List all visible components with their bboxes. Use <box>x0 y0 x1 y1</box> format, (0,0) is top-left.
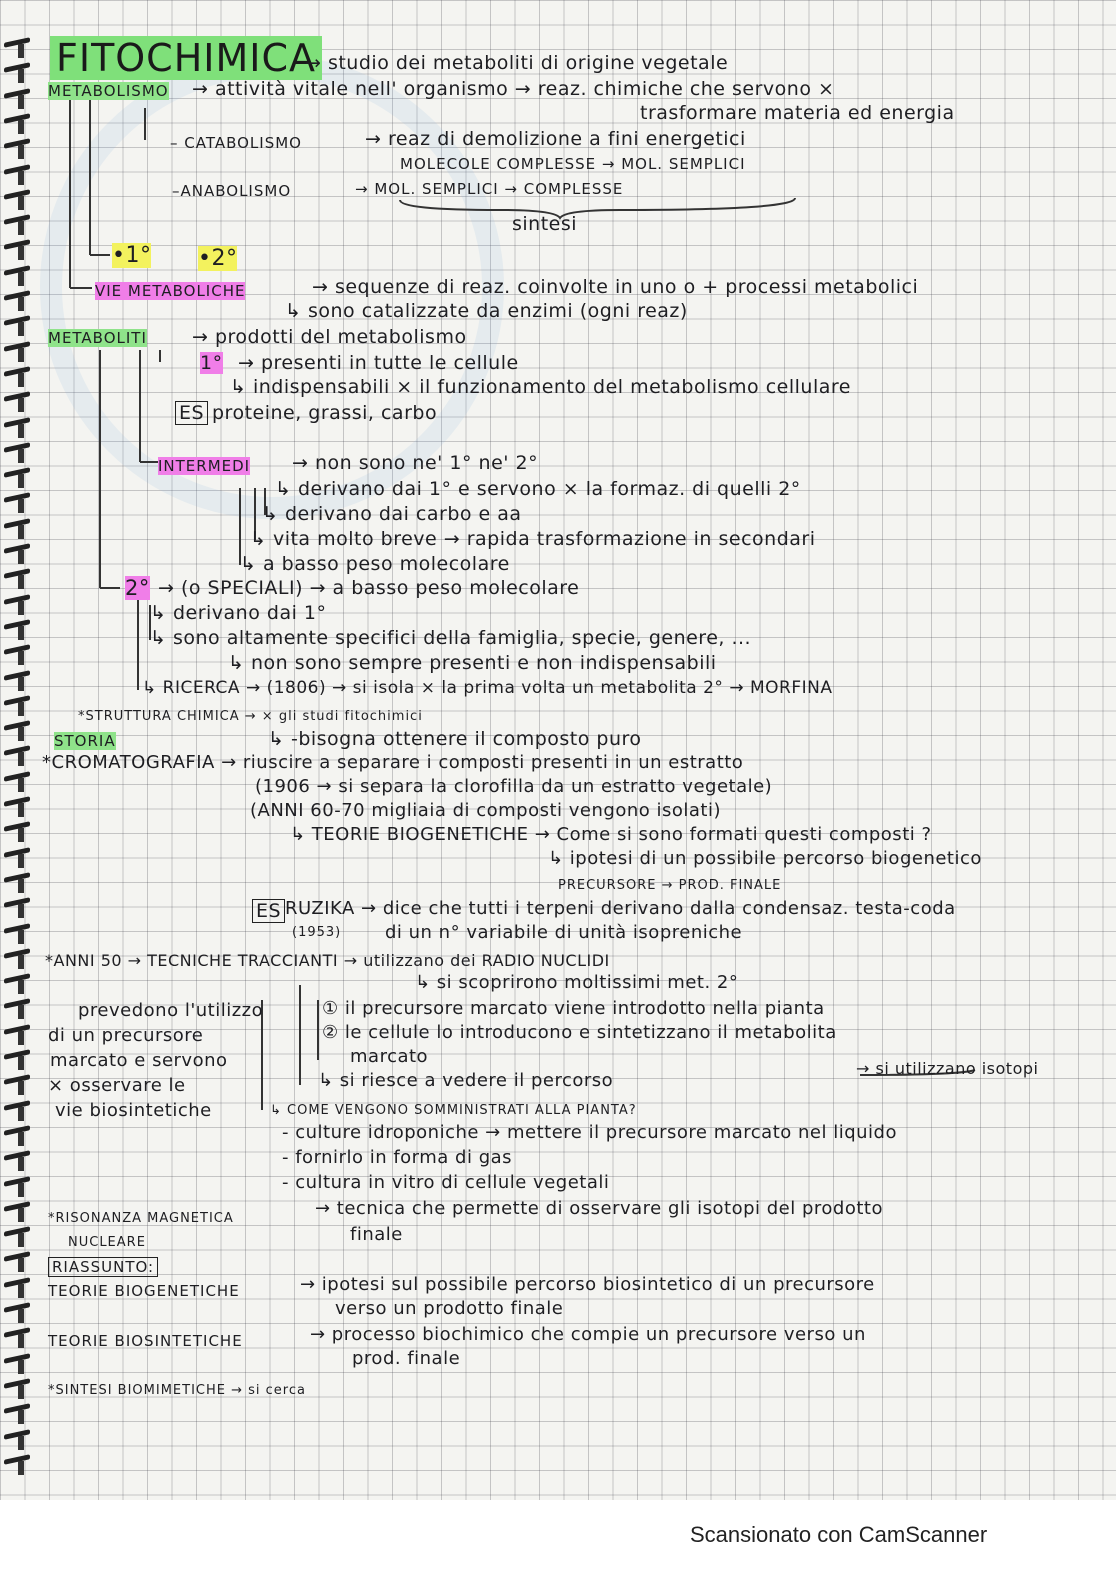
spiral-coil <box>4 1204 34 1216</box>
bullet-label <box>198 248 237 270</box>
note-line: → prodotti del metabolismo <box>192 326 467 348</box>
note-line: → si utilizzano isotopi <box>856 1059 1039 1078</box>
spiral-coil <box>4 40 34 52</box>
spiral-coil <box>4 217 34 229</box>
note-heading: *RISONANZA MAGNETICA <box>48 1211 234 1226</box>
summary-box: RIASSUNTO: <box>48 1257 158 1277</box>
spiral-coil <box>4 116 34 128</box>
spiral-coil <box>4 1179 34 1191</box>
note-line: ② le cellule lo introducono e sintetizzano il metabolita <box>322 1022 837 1043</box>
note-line: *CROMATOGRAFIA → riuscire a separare i composti presenti in un estratto <box>42 752 744 773</box>
spiral-coil <box>4 647 34 659</box>
spiral-coil <box>4 597 34 609</box>
note-line: (ANNI 60-70 migliaia di composti vengono isolati) <box>250 800 721 821</box>
note-line: di un n° variabile di unità isopreniche <box>385 922 743 943</box>
spiral-coil <box>4 1356 34 1368</box>
spiral-coil <box>4 1153 34 1165</box>
note-line: ↳ TEORIE BIOGENETICHE → Come si sono formati questi composti ? <box>290 824 932 845</box>
note-line: verso un prodotto finale <box>335 1298 564 1319</box>
highlight-label: 2° <box>125 576 150 600</box>
spiral-coil <box>4 875 34 887</box>
spiral-coil <box>4 748 34 760</box>
spiral-coil <box>4 571 34 583</box>
spiral-coil <box>4 926 34 938</box>
spiral-coil <box>4 673 34 685</box>
note-line: ↳ si scoprirono moltissimi met. 2° <box>415 972 739 993</box>
spiral-coil <box>4 167 34 179</box>
note-line: di un precursore <box>48 1025 204 1046</box>
note-line: → sequenze di reaz. coinvolte in uno o + processi metabolici <box>312 276 919 298</box>
vie-metaboliche-heading <box>95 280 245 302</box>
note-line: marcato <box>350 1046 429 1067</box>
note-line: → tecnica che permette di osservare gli isotopi del prodotto <box>315 1198 883 1219</box>
bullet-label <box>200 352 223 374</box>
note-heading: TEORIE BIOGENETICHE <box>48 1282 240 1300</box>
spiral-coil <box>4 141 34 153</box>
spiral-coil <box>4 344 34 356</box>
spiral-coil <box>4 470 34 482</box>
note-line: sintesi <box>512 213 578 235</box>
note-line: ↳ derivano dai 1° e servono × la formaz. di quelli 2° <box>275 478 801 500</box>
spiral-coil <box>4 1027 34 1039</box>
spiral-coil <box>4 1052 34 1064</box>
highlight-label: METABOLITI <box>48 329 147 347</box>
note-line: ↳ derivano dai 1° <box>150 602 327 624</box>
spiral-coil <box>4 1305 34 1317</box>
example-tag <box>252 900 285 922</box>
spiral-coil <box>4 1406 34 1418</box>
spiral-coil <box>4 192 34 204</box>
bullet-label <box>125 577 150 599</box>
example-tag <box>175 402 208 424</box>
spiral-coil <box>4 1381 34 1393</box>
storia-heading <box>54 730 116 752</box>
note-line: proteine, grassi, carbo <box>212 402 438 424</box>
note-line: prod. finale <box>352 1348 461 1369</box>
spiral-coil <box>4 1103 34 1115</box>
spiral-coil <box>4 900 34 912</box>
spiral-coil <box>4 1077 34 1089</box>
spiral-coil <box>4 369 34 381</box>
highlight-label: METABOLISMO <box>48 82 169 100</box>
note-line: ↳ sono catalizzate da enzimi (ogni reaz) <box>285 300 688 322</box>
note-line: → MOL. SEMPLICI → COMPLESSE <box>355 180 624 198</box>
note-heading: TEORIE BIOSINTETICHE <box>48 1332 243 1350</box>
spiral-binding <box>0 40 40 1490</box>
spiral-coil <box>4 445 34 457</box>
bullet-label <box>112 245 151 267</box>
spiral-coil <box>4 976 34 988</box>
spiral-coil <box>4 394 34 406</box>
note-line: → non sono ne' 1° ne' 2° <box>292 452 539 474</box>
spiral-coil <box>4 546 34 558</box>
spiral-coil <box>4 1280 34 1292</box>
note-line: trasformare materia ed energia <box>640 102 955 124</box>
riassunto-heading <box>48 1256 158 1278</box>
note-line: ↳ COME VENGONO SOMMINISTRATI ALLA PIANTA? <box>270 1103 637 1118</box>
note-line: ① il precursore marcato viene introdotto nella pianta <box>322 998 825 1019</box>
note-line: MOLECOLE COMPLESSE → MOL. SEMPLICI <box>400 155 746 173</box>
note-line: → processo biochimico che compie un precursore verso un <box>310 1324 866 1345</box>
spiral-coil <box>4 824 34 836</box>
note-line: ↳ non sono sempre presenti e non indispensabili <box>228 652 717 674</box>
spiral-coil <box>4 268 34 280</box>
note-line: ↳ derivano dai carbo e aa <box>262 503 522 525</box>
spiral-coil <box>4 1330 34 1342</box>
note-line: *STRUTTURA CHIMICA → × gli studi fitochimici <box>78 709 423 724</box>
note-line: ↳ -bisogna ottenere il composto puro <box>268 728 642 750</box>
note-line: - cultura in vitro di cellule vegetali <box>282 1172 610 1193</box>
note-line: *ANNI 50 → TECNICHE TRACCIANTI → utilizzano dei RADIO NUCLIDI <box>45 951 610 970</box>
highlight-label: •2° <box>198 246 238 271</box>
spiral-coil <box>4 318 34 330</box>
note-line: *SINTESI BIOMIMETICHE → si cerca <box>48 1383 306 1398</box>
spiral-coil <box>4 850 34 862</box>
note-line: prevedono l'utilizzo <box>78 1000 264 1021</box>
spiral-coil <box>4 622 34 634</box>
spiral-coil <box>4 1128 34 1140</box>
note-line: × osservare le <box>48 1075 186 1096</box>
spiral-coil <box>4 723 34 735</box>
spiral-coil <box>4 495 34 507</box>
spiral-coil <box>4 1229 34 1241</box>
note-line: marcato e servono <box>50 1050 228 1071</box>
note-line: RUZIKA → dice che tutti i terpeni derivano dalla condensaz. testa-coda <box>285 898 956 919</box>
note-line: finale <box>350 1224 403 1245</box>
note-line: (1906 → si separa la clorofilla da un estratto vegetale) <box>255 776 773 797</box>
scanner-footer: Scansionato con CamScanner <box>690 1522 988 1547</box>
spiral-coil <box>4 420 34 432</box>
note-line: - culture idroponiche → mettere il precursore marcato nel liquido <box>282 1122 897 1143</box>
spiral-coil <box>4 1001 34 1013</box>
note-line: - fornirlo in forma di gas <box>282 1147 513 1168</box>
spiral-coil <box>4 521 34 533</box>
spiral-coil <box>4 774 34 786</box>
example-box: ES <box>175 401 208 425</box>
note-line: → ipotesi sul possibile percorso biosintetico di un precursore <box>300 1274 875 1295</box>
metabolismo-heading <box>48 80 169 102</box>
note-line: ↳ RICERCA → (1806) → si isola × la prima volta un metabolita 2° → MORFINA <box>142 678 833 698</box>
note-line: ↳ ipotesi di un possibile percorso biogenetico <box>548 848 982 869</box>
page-title: FITOCHIMICA <box>50 36 322 80</box>
spiral-coil <box>4 65 34 77</box>
highlight-label: 1° <box>200 352 223 374</box>
note-line: ↳ indispensabili × il funzionamento del metabolismo cellulare <box>230 376 851 398</box>
highlight-label: STORIA <box>54 732 116 750</box>
spiral-coil <box>4 1254 34 1266</box>
metaboliti-heading <box>48 327 147 349</box>
spiral-coil <box>4 799 34 811</box>
note-heading: – CATABOLISMO <box>170 134 302 152</box>
spiral-coil <box>4 242 34 254</box>
spiral-coil <box>4 1432 34 1444</box>
spiral-coil <box>4 1457 34 1469</box>
note-heading: –ANABOLISMO <box>172 182 292 200</box>
note-line: → studio dei metaboliti di origine vegetale <box>305 52 729 74</box>
note-line: → reaz di demolizione a fini energetici <box>365 128 746 150</box>
note-line: ↳ vita molto breve → rapida trasformazione in secondari <box>250 528 816 550</box>
note-line: → (o SPECIALI) → a basso peso molecolare <box>158 577 580 599</box>
note-line: → attività vitale nell' organismo → reaz. chimiche che servono × <box>192 78 835 100</box>
note-heading: NUCLEARE <box>68 1235 146 1250</box>
note-line: PRECURSORE → PROD. FINALE <box>558 878 782 893</box>
intermedi-heading <box>158 455 250 477</box>
note-line: (1953) <box>292 925 342 940</box>
note-line: → presenti in tutte le cellule <box>238 352 519 374</box>
highlight-label: INTERMEDI <box>158 457 251 475</box>
note-line: ↳ sono altamente specifici della famiglia, specie, genere, ... <box>150 627 752 649</box>
spiral-coil <box>4 293 34 305</box>
note-line: vie biosintetiche <box>55 1100 212 1121</box>
spiral-coil <box>4 698 34 710</box>
note-line: ↳ a basso peso molecolare <box>240 553 510 575</box>
note-line: ↳ si riesce a vedere il percorso <box>318 1070 614 1091</box>
highlight-label: VIE METABOLICHE <box>95 282 246 300</box>
highlight-label: •1° <box>112 243 152 268</box>
spiral-coil <box>4 951 34 963</box>
example-box: ES <box>252 899 285 923</box>
spiral-coil <box>4 91 34 103</box>
